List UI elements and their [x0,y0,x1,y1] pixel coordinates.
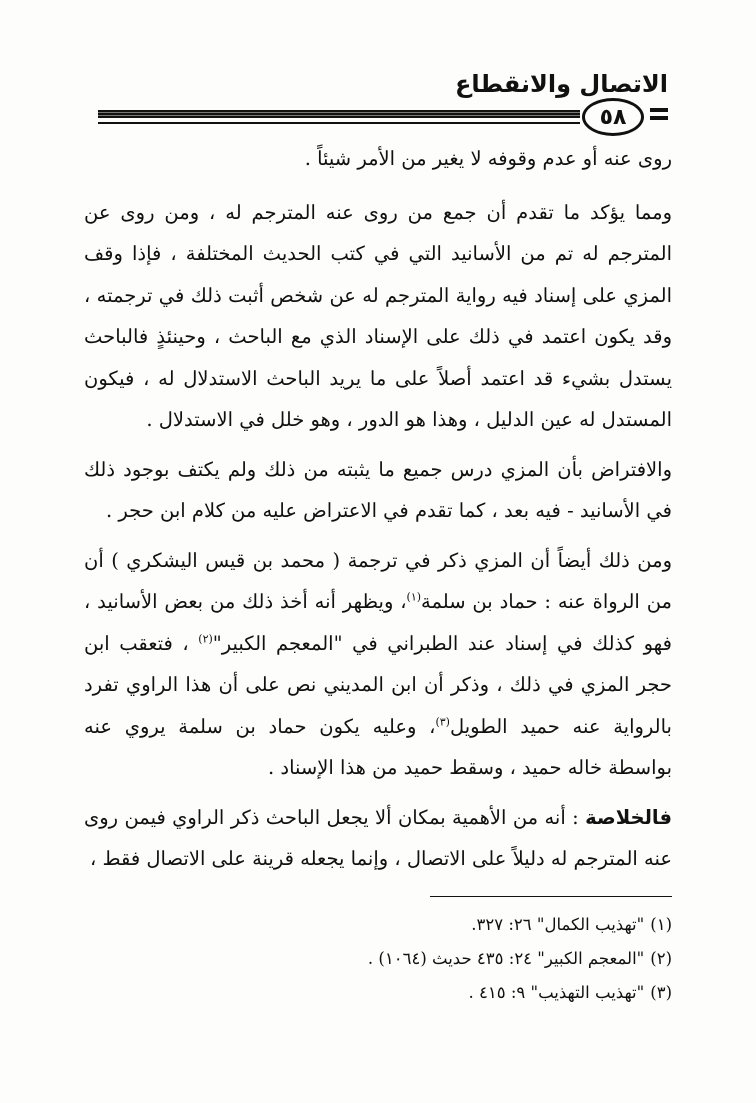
paragraph [84,797,672,880]
footnote-divider [430,896,672,897]
header-rule-thin [98,122,580,124]
text-run: ، وعليه يكون حماد بن سلمة يروي عنه بواسطة خاله حميد ، وسقط حميد من هذا الإسناد . [84,714,672,779]
text-run: ، ويظهر أنه أخذ ذلك من بعض الأسانيد ، فهو كذلك في إسناد عند الطبراني في "المعجم الكبير" [84,590,672,655]
footnote-number: (٢) [650,949,672,968]
text-run: ، فتعقب ابن حجر المزي في ذلك ، وذكر أن ابن المديني نص على أن هذا الراوي تفرد بالرواية عنه حميد الطويل [84,631,672,738]
footnote-number: (٣) [650,983,672,1002]
footnote-item [84,908,672,942]
footnote-item [84,976,672,1010]
running-title: الاتصال والانقطاع [454,70,668,98]
page-header [98,70,668,130]
page-number: ٥٨ [582,98,644,136]
footnote-text: "المعجم الكبير" ٢٤: ٤٣٥ حديث (١٠٦٤) . [367,949,645,968]
footnote-text: "تهذيب التهذيب" ٩: ٤١٥ . [468,983,645,1002]
paragraph [84,540,672,789]
footnote-ref[interactable]: (٢) [198,632,213,645]
paragraph: ومما يؤكد ما تقدم أن جمع من روى عنه المترجم له ، ومن روى عن المترجم له تم من الأسانيد التي في كتب الحديث المختلفة ، فإذا وقف المزي على إسناد فيه رواية المترجم له عن شخص أثبت ذلك في ترجمته ، وقد يكون اعتمد في ذلك على الإسناد الذي مع الباحث ، وحينئذٍ فالباحث يستدل بشيء قد اعتمد أصلاً على ما يريد الباحث الاستدلال له ، فيكون المستدل له عين الدليل ، وهذا هو الدور ، وهو خلل في الاستدلال . [84,200,672,431]
paragraph: روى عنه أو عدم وقوفه لا يغير من الأمر شيئاً . [304,147,672,170]
text-run: ومن ذلك أيضاً أن المزي ذكر في ترجمة ( محمد بن قيس اليشكري ) أن من الرواة عنه : حماد بن سلمة [84,548,672,613]
footnote-item [84,942,672,976]
header-ornament [650,108,668,112]
footnote-text: "تهذيب الكمال" ٢٦: ٣٢٧. [471,915,645,934]
paragraph: والافتراض بأن المزي درس جميع ما يثبته من ذلك ولم يكتف بوجود ذلك في الأسانيد - فيه بعد ، كما تقدم في الاعتراض عليه من كلام ابن حجر . [84,457,672,522]
text-run: : أنه من الأهمية بمكان ألا يجعل الباحث ذكر الراوي فيمن روى عنه المترجم له دليلاً على الاتصال ، وإنما يجعله قرينة على الاتصال فقط ، [84,805,672,870]
header-rule [98,110,580,118]
header-ornament [650,116,668,120]
footnote-ref[interactable]: (١) [406,590,422,604]
footnote-number: (١) [650,915,672,934]
main-text [84,138,672,888]
footnotes [84,908,672,1010]
footnote-ref[interactable]: (٣) [435,715,450,728]
summary-lead: فالخلاصة [585,805,673,829]
